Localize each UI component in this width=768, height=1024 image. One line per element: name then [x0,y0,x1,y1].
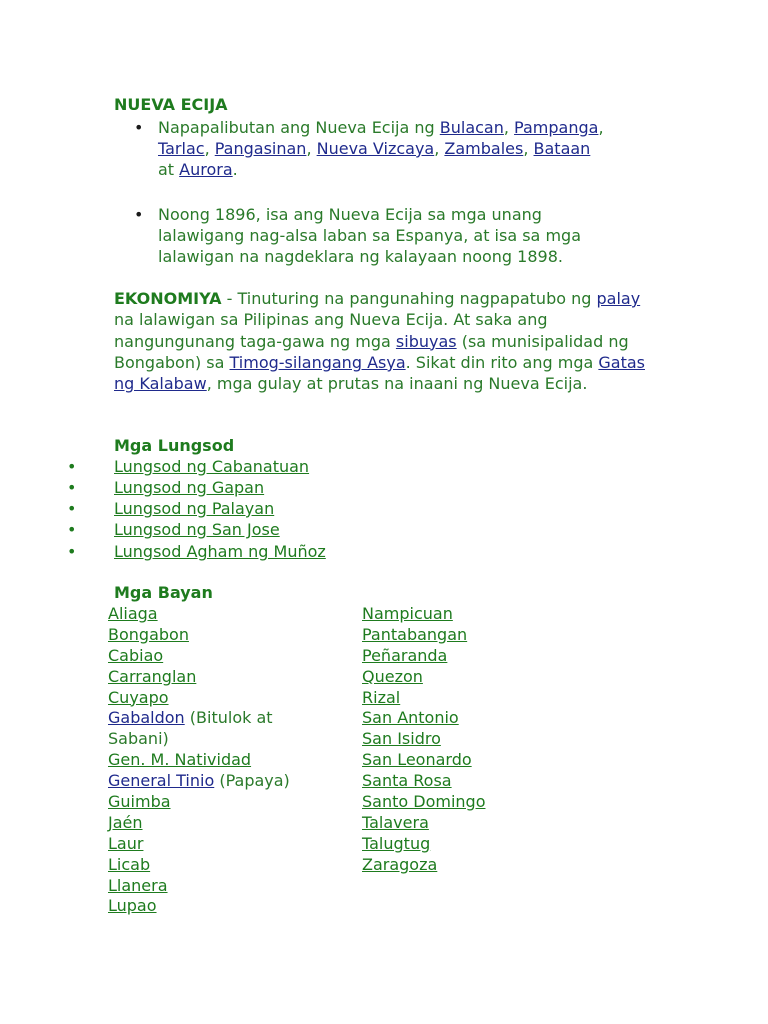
link-town[interactable]: Peñaranda [362,645,448,665]
bullet-text: Napapalibutan ang Nueva Ecija ng [158,118,440,137]
link-town[interactable]: Gabaldon [108,708,185,728]
town-list-left [108,604,290,917]
link-pangasinan[interactable]: Pangasinan [214,139,307,158]
page-title: NUEVA ECIJA [114,95,228,114]
link-town[interactable]: Laur [108,833,144,853]
link-aurora[interactable]: Aurora [179,160,233,179]
link-town[interactable]: Talavera [362,812,429,832]
link-pampanga[interactable]: Pampanga [514,118,599,137]
bayan-heading: Mga Bayan [114,583,213,602]
bullet-dot: • [134,118,144,137]
link-timog-silangang-asya[interactable]: Timog-silangang Asya [229,352,406,372]
bullet-neighbors: Napapalibutan ang Nueva Ecija ng Bulacan, Pampanga, Tarlac, Pangasinan, Nueva Vizcaya, Zambales, Bataan at Aurora. [158,118,604,179]
link-town[interactable]: Rizal [362,687,401,707]
link-town[interactable]: Guimba [108,792,171,812]
link-town[interactable]: San Isidro [362,729,441,749]
link-town[interactable]: San Antonio [362,708,459,728]
link-town[interactable]: Cabiao [108,645,164,665]
link-nueva-vizcaya[interactable]: Nueva Vizcaya [316,139,435,158]
link-sibuyas[interactable]: sibuyas [395,331,457,351]
bullet-dot: • [134,205,144,224]
link-town[interactable]: San Leonardo [362,750,472,770]
link-town[interactable]: Licab [108,854,151,874]
link-bataan[interactable]: Bataan [533,139,591,158]
link-town[interactable]: Cuyapo [108,687,169,707]
ekonomiya-label: EKONOMIYA [114,289,222,308]
ekonomiya-paragraph: EKONOMIYA - Tinuturing na pangunahing nagpapatubo ng palay na lalawigan sa Pilipinas ang Nueva Ecija. At saka ang nangungunang taga-gawa ng mga sibuyas (sa munisipalidad ng Bongabon) sa Timog-silangang Asya. Sikat din rito ang mga Gatas ng Kalabaw, mga gulay at prutas na inaani ng Nueva Ecija. [114,289,645,394]
list-item: General Tinio (Papaya) [108,771,290,791]
link-tarlac[interactable]: Tarlac [158,139,205,158]
link-town[interactable]: Lupao [108,896,157,916]
link-palay[interactable]: palay [596,289,641,308]
link-town[interactable]: Santo Domingo [362,792,486,812]
link-town[interactable]: Carranglan [108,666,197,686]
lungsod-heading: Mga Lungsod [114,436,235,455]
link-town[interactable]: Jaén [108,812,143,832]
link-gatas-ng-kalabaw[interactable]: Gatas ng Kalabaw [114,352,645,394]
bullet-history: Noong 1896, isa ang Nueva Ecija sa mga unang lalawigang nag-alsa laban sa Espanya, at isa sa mga lalawigan na nagdeklara ng kalayaan noong 1898. [158,205,581,266]
link-city[interactable]: Lungsod Agham ng Muñoz [114,542,326,561]
link-town[interactable]: Nampicuan [362,604,453,623]
bullet-dot: • [67,542,77,561]
link-town[interactable]: General Tinio [108,771,215,791]
link-town[interactable]: Talugtug [362,833,431,853]
link-zambales[interactable]: Zambales [444,139,524,158]
link-city[interactable]: Lungsod ng Gapan [114,478,265,497]
town-note: Sabani) [108,729,169,749]
link-city[interactable]: Lungsod ng Cabanatuan [114,457,310,476]
link-town[interactable]: Gen. M. Natividad [108,750,252,770]
bullet-dot: • [67,499,77,518]
link-town[interactable]: Santa Rosa [362,771,452,791]
town-list-right [362,604,485,876]
link-town[interactable]: Quezon [362,666,423,686]
link-town[interactable]: Llanera [108,875,168,895]
link-bulacan[interactable]: Bulacan [439,118,504,137]
bullet-dot: • [67,478,77,497]
link-town[interactable]: Pantabangan [362,624,468,644]
link-town[interactable]: Aliaga [108,604,158,623]
list-item: Gabaldon (Bitulok at [108,708,273,728]
link-city[interactable]: Lungsod ng San Jose [114,520,280,539]
bullet-dot: • [67,457,77,476]
link-town[interactable]: Bongabon [108,624,189,644]
link-city[interactable]: Lungsod ng Palayan [114,499,275,518]
bullet-dot: • [67,520,77,539]
link-town[interactable]: Zaragoza [362,854,438,874]
